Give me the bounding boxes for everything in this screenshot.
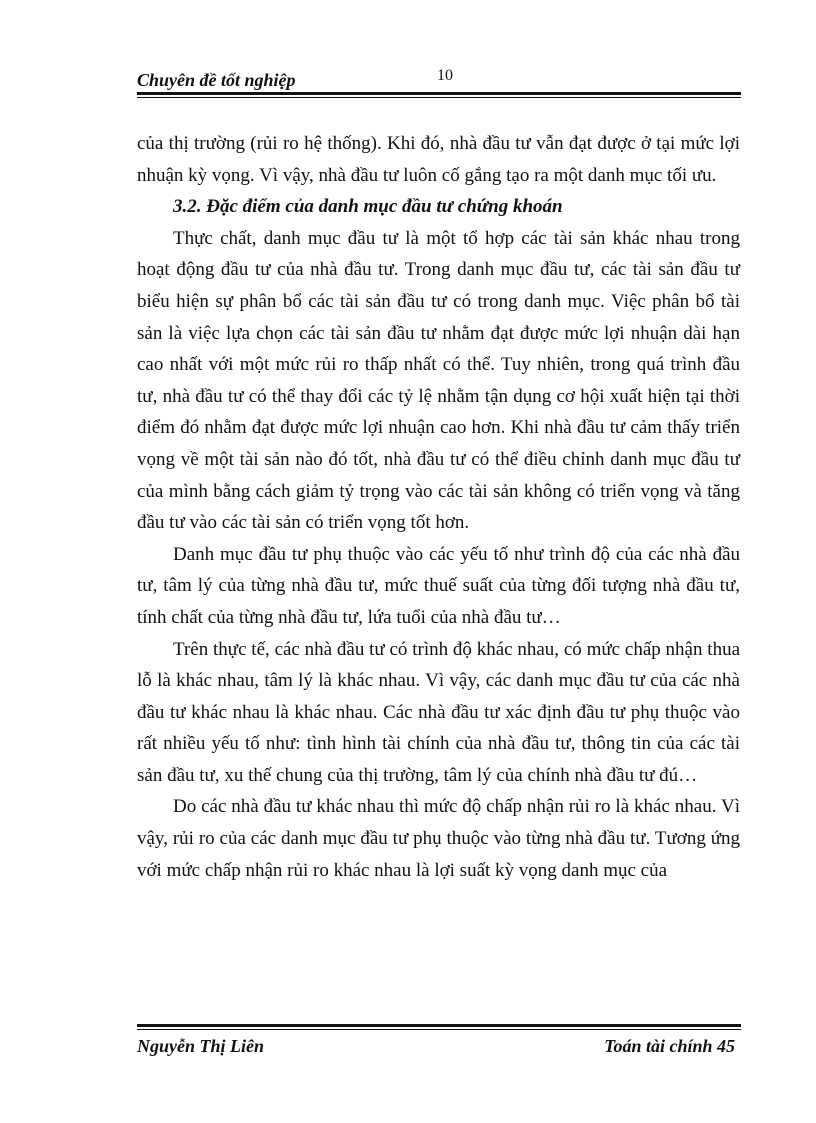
page-header [137,66,741,96]
page-footer [137,1024,741,1064]
paragraph: của thị trường (rủi ro hệ thống). Khi đó, nhà đầu tư vẫn đạt được ở tại mức lợi nhuận kỳ vọng. Vì vậy, nhà đầu tư luôn cố gắng tạo ra một danh mục tối ưu. [137,133,740,186]
header-rule [137,92,741,98]
paragraph: Do các nhà đầu tư khác nhau thì mức độ chấp nhận rủi ro là khác nhau. Vì vậy, rủi ro của các danh mục đầu tư phụ thuộc vào từng nhà đầu tư. Tương ứng với mức chấp nhận rủi ro khác nhau là lợi suất kỳ vọng danh mục của [137,796,740,881]
paragraph: Thực chất, danh mục đầu tư là một tổ hợp các tài sản khác nhau trong hoạt động đầu tư của nhà đầu tư. Trong danh mục đầu tư, các tài sản đầu tư biểu hiện sự phân bổ các tài sản đầu tư có trong danh mục. Việc phân bổ tài sản là việc lựa chọn các tài sản đầu tư nhằm đạt được mức lợi nhuận dài hạn cao nhất với một mức rủi ro thấp nhất có thể. Tuy nhiên, trong quá trình đầu tư, nhà đầu tư có thể thay đổi các tỷ lệ nhằm tận dụng cơ hội xuất hiện tại thời điểm đó nhằm đạt được mức lợi nhuận cao hơn. Khi nhà đầu tư cảm thấy triển vọng về một tài sản nào đó tốt, nhà đầu tư có thể điều chỉnh danh mục đầu tư của mình bằng cách giảm tỷ trọng vào các tài sản không có triển vọng và tăng đầu tư vào các tài sản có triển vọng tốt hơn. [137,227,740,534]
paragraph: Trên thực tế, các nhà đầu tư có trình độ khác nhau, có mức chấp nhận thua lỗ là khác nhau, tâm lý là khác nhau. Vì vậy, các danh mục đầu tư của các nhà đầu tư khác nhau là khác nhau. Các nhà đầu tư xác định đầu tư phụ thuộc vào rất nhiều yếu tố như: tình hình tài chính của nhà đầu tư, thông tin của các tài sản đầu tư, xu thế chung của thị trường, tâm lý của chính nhà đầu tư đú… [137,638,740,786]
page-number: 10 [437,67,453,84]
page-body [137,128,740,886]
author-name: Nguyễn Thị Liên [137,1036,265,1056]
class-name: Toán tài chính 45 [604,1036,735,1056]
paragraph: Danh mục đầu tư phụ thuộc vào các yếu tố như trình độ của các nhà đầu tư, tâm lý của từng nhà đầu tư, mức thuế suất của từng đối tượng nhà đầu tư, tính chất của từng nhà đầu tư, lứa tuổi của nhà đầu tư… [137,543,740,628]
document-title: Chuyên đề tốt nghiệp [137,70,296,90]
section-heading: 3.2. Đặc điểm của danh mục đầu tư chứng khoán [173,196,563,218]
footer-rule [137,1024,741,1030]
